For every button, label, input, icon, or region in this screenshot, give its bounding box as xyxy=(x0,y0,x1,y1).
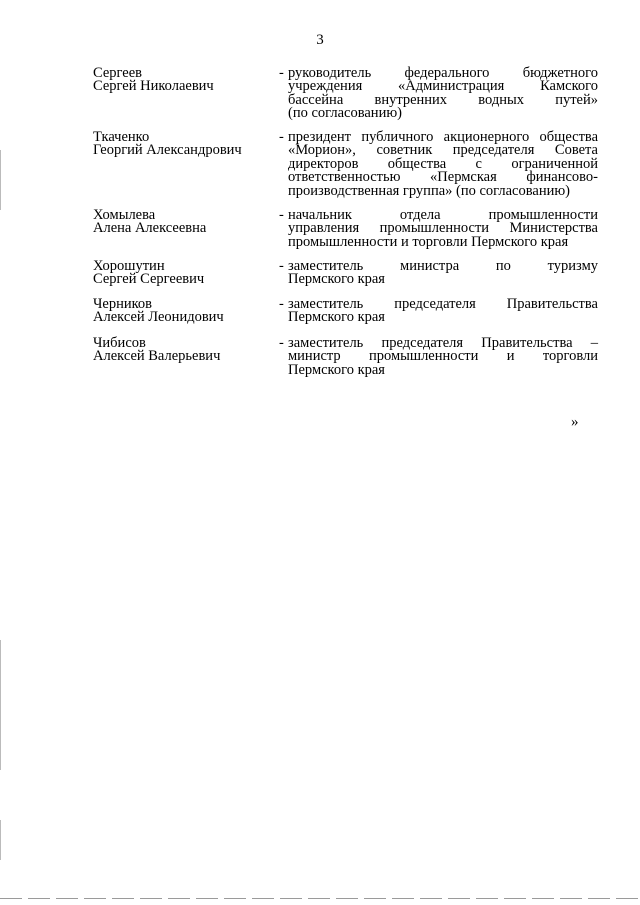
position-line: начальник отдела промышленности xyxy=(288,207,598,223)
member-position xyxy=(288,209,598,249)
member-given-names: Алена Алексеевна xyxy=(93,220,207,237)
position-line: (по согласованию) xyxy=(288,105,402,122)
member-name xyxy=(93,209,273,236)
position-line: бассейна внутренних водных путей» xyxy=(288,91,598,108)
member-name xyxy=(93,298,273,325)
position-line: «Морион», советник председателя Совета xyxy=(288,142,598,159)
position-line: управления промышленности Министерства xyxy=(288,220,598,237)
separator-dash: - xyxy=(279,207,284,223)
member-position xyxy=(288,337,598,377)
member-name xyxy=(93,131,273,158)
member-position xyxy=(288,298,598,325)
position-line: Пермского края xyxy=(288,271,385,288)
position-line: Пермского края xyxy=(288,309,385,326)
member-surname: Сергеев xyxy=(93,65,143,81)
member-surname: Хомылева xyxy=(93,207,156,223)
scan-edge-mark xyxy=(0,820,1,860)
position-line: руководитель федерального бюджетного xyxy=(288,65,598,81)
member-given-names: Сергей Николаевич xyxy=(93,78,214,95)
scan-edge-mark xyxy=(0,150,1,210)
member-surname: Хорошутин xyxy=(93,258,165,274)
position-line: заместитель председателя Правительства xyxy=(288,296,598,312)
scan-edge-mark xyxy=(0,640,1,770)
position-line: промышленности и торговли Пермского края xyxy=(288,233,569,250)
position-line: директоров общества с ограниченной xyxy=(288,155,598,172)
position-line: ответственностью «Пермская финансово- xyxy=(288,169,598,186)
separator-dash: - xyxy=(279,129,284,145)
closing-quote: » xyxy=(571,414,579,430)
member-surname: Чибисов xyxy=(93,335,146,351)
position-line: заместитель председателя Правительства – xyxy=(288,335,598,351)
member-position xyxy=(288,131,598,198)
position-line: производственная группа» (по согласованию) xyxy=(288,182,570,199)
separator-dash: - xyxy=(279,65,284,81)
position-line: президент публичного акционерного общества xyxy=(288,129,598,145)
member-surname: Черников xyxy=(93,296,153,312)
position-line: заместитель министра по туризму xyxy=(288,258,598,274)
page-number: 3 xyxy=(316,32,324,48)
scan-bottom-line xyxy=(0,898,640,899)
member-given-names: Алексей Леонидович xyxy=(93,309,224,326)
separator-dash: - xyxy=(279,296,284,312)
member-given-names: Георгий Александрович xyxy=(93,142,242,159)
member-position xyxy=(288,67,598,121)
member-position xyxy=(288,260,598,287)
member-name xyxy=(93,337,273,364)
member-surname: Ткаченко xyxy=(93,129,150,145)
member-name xyxy=(93,260,273,287)
member-given-names: Сергей Сергеевич xyxy=(93,271,205,288)
position-line: Пермского края xyxy=(288,361,385,378)
separator-dash: - xyxy=(279,335,284,351)
member-name xyxy=(93,67,273,94)
member-given-names: Алексей Валерьевич xyxy=(93,348,221,365)
position-line: министр промышленности и торговли xyxy=(288,348,598,365)
separator-dash: - xyxy=(279,258,284,274)
position-line: учреждения «Администрация Камского xyxy=(288,78,598,95)
